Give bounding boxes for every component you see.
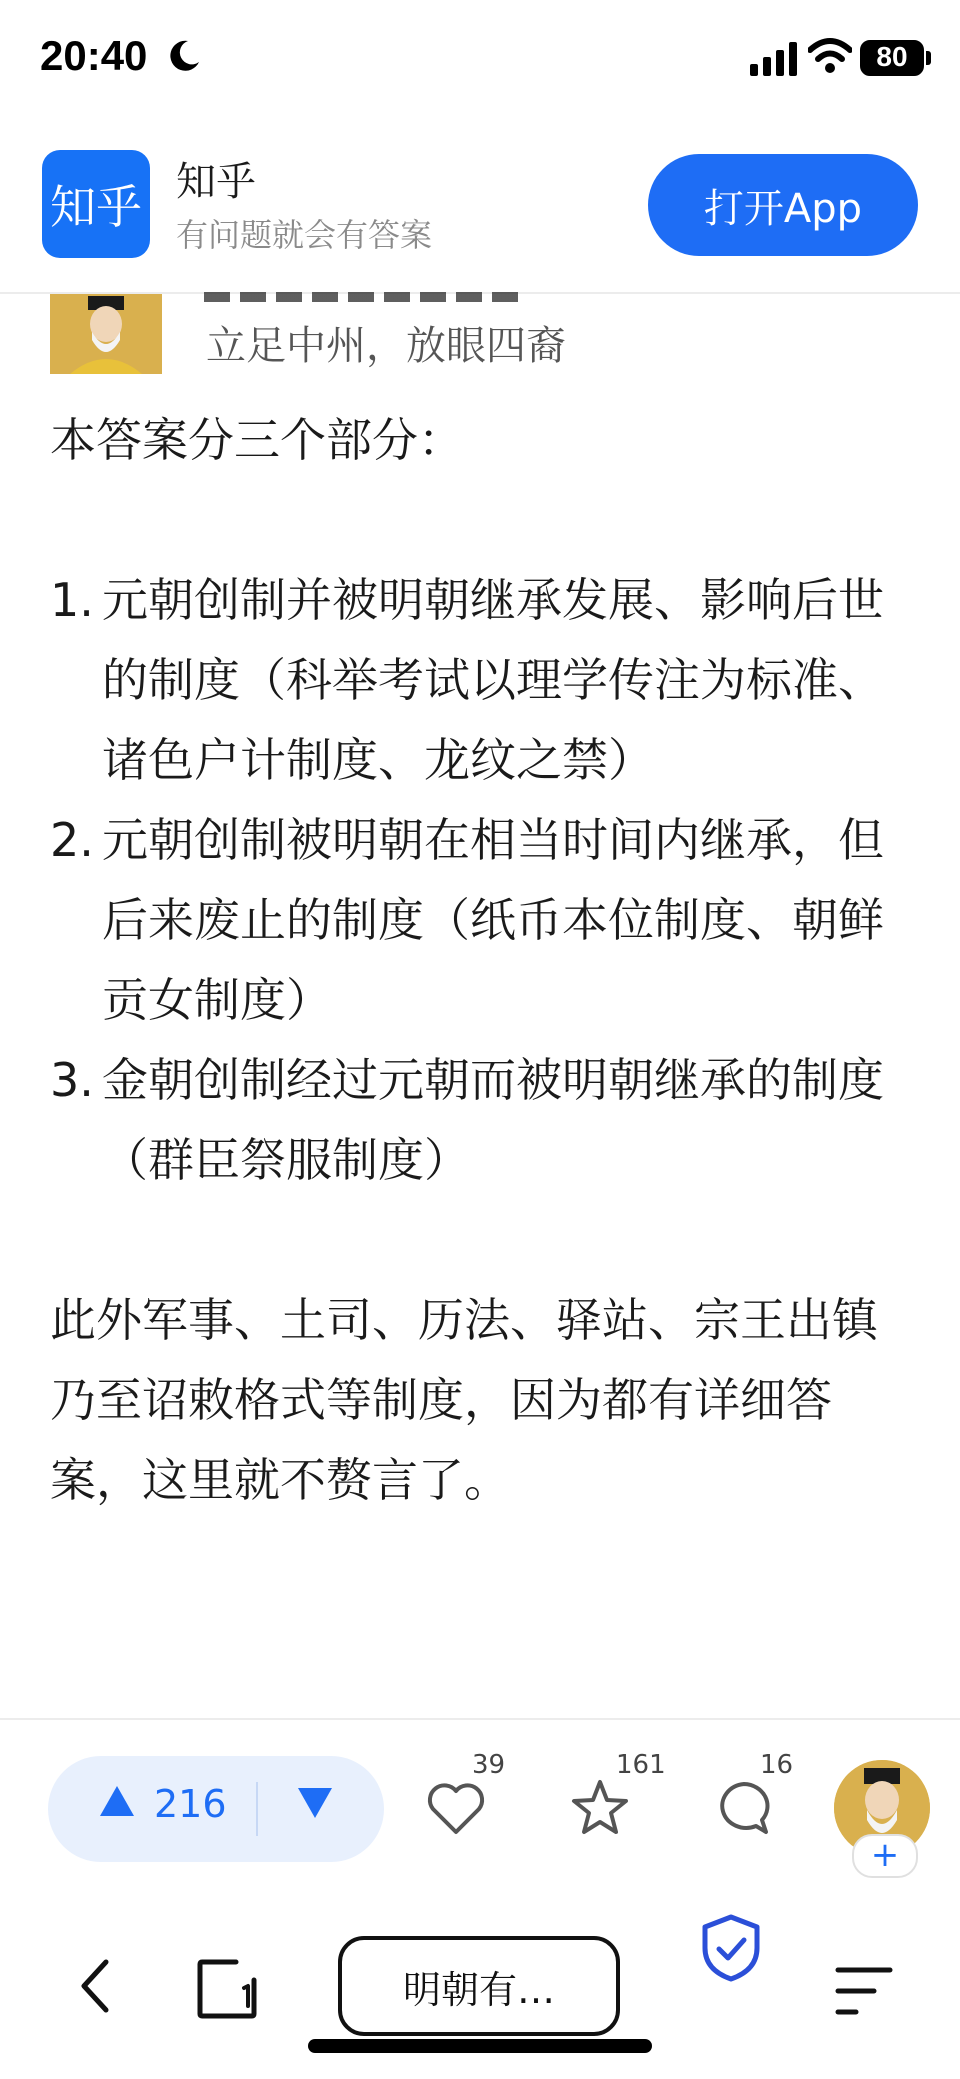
downvote-icon[interactable]	[296, 1786, 334, 1820]
upvote-count[interactable]: 216	[154, 1782, 227, 1826]
list-item	[50, 800, 910, 1040]
status-time: 20:40	[40, 32, 148, 79]
heart-icon[interactable]	[424, 1776, 488, 1840]
portrait-image	[50, 294, 162, 374]
vote-divider	[256, 1782, 258, 1836]
list-text: 元朝创制并被明朝继承发展、影响后世的制度（科举考试以理学传注为标准、诸色户计制度、龙纹之禁）	[102, 573, 884, 787]
app-name: 知乎	[176, 159, 256, 205]
star-icon[interactable]	[568, 1776, 632, 1840]
app-tagline: 有问题就会有答案	[176, 216, 433, 254]
battery-indicator	[860, 40, 924, 76]
moon-icon	[166, 38, 202, 74]
shield-check-icon[interactable]	[700, 1914, 762, 1982]
wifi-icon	[808, 38, 852, 74]
menu-icon[interactable]	[834, 1964, 894, 2018]
list-number: 2.	[50, 813, 94, 867]
zhihu-logo: 知乎	[42, 150, 150, 258]
open-app-button[interactable]: 打开App	[648, 154, 918, 256]
battery-level: 80	[876, 41, 908, 72]
upvote-icon[interactable]	[98, 1784, 136, 1818]
list-text: 元朝创制被明朝在相当时间内继承，但后来废止的制度（纸币本位制度、朝鲜贡女制度）	[102, 813, 884, 1027]
author-avatar[interactable]	[50, 294, 162, 374]
home-indicator	[308, 2039, 652, 2053]
answer-list	[50, 560, 910, 1200]
answer-action-bar	[0, 1718, 960, 1880]
answer-outro: 此外军事、土司、历法、驿站、宗王出镇乃至诏敕格式等制度，因为都有详细答案，这里就不赘言了。	[50, 1293, 878, 1507]
comment-icon[interactable]	[712, 1776, 776, 1840]
favorite-count: 161	[616, 1750, 666, 1780]
battery-cap	[926, 51, 931, 65]
list-text: 金朝创制经过元朝而被明朝继承的制度（群臣祭服制度）	[102, 1053, 884, 1187]
app-banner	[0, 120, 960, 294]
address-bar[interactable]: 明朝有…	[338, 1936, 620, 2036]
list-number: 1.	[50, 573, 94, 627]
signal-icon	[750, 42, 798, 76]
comment-count: 16	[760, 1750, 794, 1780]
status-bar	[0, 0, 960, 120]
list-item	[50, 560, 910, 800]
tabs-icon[interactable]	[196, 1958, 262, 2020]
back-icon[interactable]	[76, 1956, 118, 2016]
list-item	[50, 1040, 910, 1200]
answer-content	[50, 400, 910, 1520]
list-number: 3.	[50, 1053, 94, 1107]
vote-control	[48, 1756, 384, 1862]
answer-intro: 本答案分三个部分：	[50, 413, 464, 467]
like-count: 39	[472, 1750, 506, 1780]
author-name-partial	[204, 292, 524, 302]
follow-button[interactable]: +	[852, 1834, 918, 1878]
author-signature: 立足中州，放眼四裔	[206, 323, 566, 369]
